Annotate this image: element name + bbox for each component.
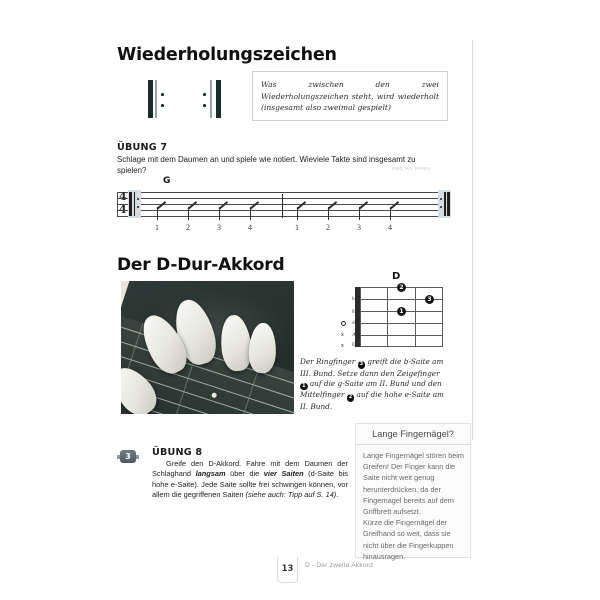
repeat-close-dot-a [440, 198, 442, 200]
strum-stem [219, 207, 220, 220]
repeat-close-thin-bar [210, 80, 212, 118]
photo-fret-inlay [211, 392, 217, 398]
tip-box-body [363, 450, 467, 562]
repeat-close-dot-b [440, 206, 442, 208]
exercise-8-body [152, 459, 348, 501]
info-callout-text: Was zwischen den zwei Wiederholungszeichen steht, wird wiederholt (insgesamt also zweimal gespielt) [261, 80, 439, 112]
strum-stem [359, 207, 360, 220]
strum-stem [390, 207, 391, 220]
tip-paragraph-1: Lange Fingernägel stören beim Greifen! Der Finger kann die Saite nicht weit genug herunterdrücken, da der Fingernagel bereits auf dem Griffbrett aufsetzt. [363, 451, 465, 517]
staff-repeat-close [438, 190, 451, 218]
repeat-open-thin-bar [155, 80, 157, 118]
inline-finger-3: 3 [359, 361, 364, 367]
repeat-open-dot-upper [161, 93, 164, 96]
chord-string-label-g: g [352, 308, 355, 314]
exercise-7-body: Schlage mit dem Daumen an und spiele wie notiert. Wieviele Takte sind insgesamt zu spielen? [117, 155, 416, 175]
chord-string-d [360, 323, 443, 324]
repeat-signs-illustration [148, 80, 230, 118]
ex8-text-f: (siehe auch: Tipp auf S. 14) [245, 490, 337, 500]
ex8-text-c: über die [225, 469, 264, 479]
chord-muted-marker-a: x [341, 332, 344, 338]
inline-finger-1: 1 [301, 382, 306, 389]
strum-stem [297, 207, 298, 220]
staff-repeat-open [128, 190, 141, 218]
repeat-open-thick [129, 192, 132, 216]
exercise-7-answer-hint: Antwort: Vier Takte [392, 166, 431, 171]
chord-finger-dot-3: 3 [425, 295, 434, 304]
photo-nut [121, 281, 130, 317]
beat-number: 1 [155, 223, 159, 232]
staff-line-4 [117, 210, 451, 211]
chord-muted-marker-e: x [341, 343, 344, 349]
ex8-text-d: vier Saiten [263, 469, 304, 479]
repeat-close-dot-upper [203, 93, 206, 96]
tip-box-title: Lange Fingernägel? [355, 423, 471, 445]
repeat-open-thin [134, 192, 135, 216]
chord-diagram-d-major [341, 283, 443, 349]
staff-middle-barline [282, 194, 283, 218]
strum-stem [250, 207, 251, 220]
footer-chapter-label: D - Der zweite Akkord [305, 562, 373, 569]
chord-string-a [360, 335, 443, 336]
repeat-open-dot-b [137, 206, 139, 208]
staff-line-2 [117, 198, 451, 199]
beat-number: 2 [326, 223, 330, 232]
chord-instruction-caption [300, 357, 448, 412]
audio-track-icon [117, 450, 143, 463]
ex8-text-e: (d-Saite bis hohe e-Saite). Jede Saite sollte frei schwingen können, vor allem die gegriffenen Saiten [152, 469, 349, 500]
beat-number: 4 [248, 223, 252, 232]
chord-symbol-g: G [163, 176, 171, 186]
repeat-close-thick [447, 192, 450, 216]
page-title-wiederholungszeichen: Wiederholungszeichen [117, 45, 337, 65]
staff-line-3 [117, 204, 451, 205]
beat-number: 2 [186, 223, 190, 232]
photo-finger-pinky [248, 323, 277, 374]
staff-line-5 [117, 216, 451, 217]
page-number-badge: 13 [277, 557, 298, 583]
chord-string-label-e: E [352, 342, 356, 348]
info-callout-box [252, 71, 448, 121]
repeat-open-dot-a [137, 198, 139, 200]
time-signature-denominator: 4 [119, 203, 127, 216]
time-signature-numerator: 4 [119, 190, 127, 203]
beat-number: 1 [295, 223, 299, 232]
staff-line-1 [117, 192, 451, 193]
ex8-text-a: Greife den D-Akkord. Fahre mit dem Daumen der Schlaghand [152, 459, 348, 479]
repeat-close-thin [444, 192, 445, 216]
section-title-d-major: Der D-Dur-Akkord [117, 255, 285, 275]
exercise-7-title: ÜBUNG 7 [117, 142, 168, 153]
caption-part-3: auf die g-Saite am II. Bund und den Mittelfinger [300, 378, 442, 400]
track-number: 3 [125, 452, 131, 461]
strum-stem [328, 207, 329, 220]
repeat-open-thick-bar [148, 80, 153, 118]
repeat-open-dot-lower [161, 104, 164, 107]
music-staff [117, 176, 451, 240]
chord-string-label-b: b [352, 296, 355, 302]
ex8-text-g: . [336, 490, 339, 500]
chord-string-label-a: A [352, 332, 356, 338]
guitar-fretboard-photo [121, 281, 294, 414]
caption-part-4: auf die hohe e-Saite am II. Bund. [300, 390, 444, 411]
beat-number: 3 [357, 223, 361, 232]
chord-string-label-d: d [352, 320, 355, 326]
chord-string-e-low [360, 346, 443, 347]
tip-paragraph-2: Kürze die Fingernägel der Greifhand so weit, dass sie nicht über die Fingerkuppen hinausragen. [363, 518, 454, 561]
ex8-text-b: langsam [195, 469, 226, 479]
inline-finger-2: 2 [348, 394, 353, 401]
chord-finger-dot-2: 2 [397, 283, 406, 292]
beat-number: 3 [217, 223, 221, 232]
repeat-close-dot-lower [203, 104, 206, 107]
beat-number: 4 [388, 223, 392, 232]
chord-diagram-title: D [392, 271, 401, 282]
chord-fret-1 [387, 287, 388, 347]
chord-finger-dot-1: 1 [397, 307, 406, 316]
chord-fret-2 [415, 287, 416, 347]
repeat-close-thick-bar [216, 80, 221, 118]
exercise-8-title: ÜBUNG 8 [152, 447, 203, 458]
chord-open-string-marker [341, 321, 346, 326]
chord-nut [355, 287, 360, 347]
strum-stem [157, 207, 158, 220]
column-divider [472, 40, 473, 440]
strum-stem [188, 207, 189, 220]
caption-part-1: Der Ringfinger [300, 357, 356, 366]
caption-part-2: greift die b-Saite am III. Bund. Setze dann den Zeigefinger [300, 357, 444, 378]
